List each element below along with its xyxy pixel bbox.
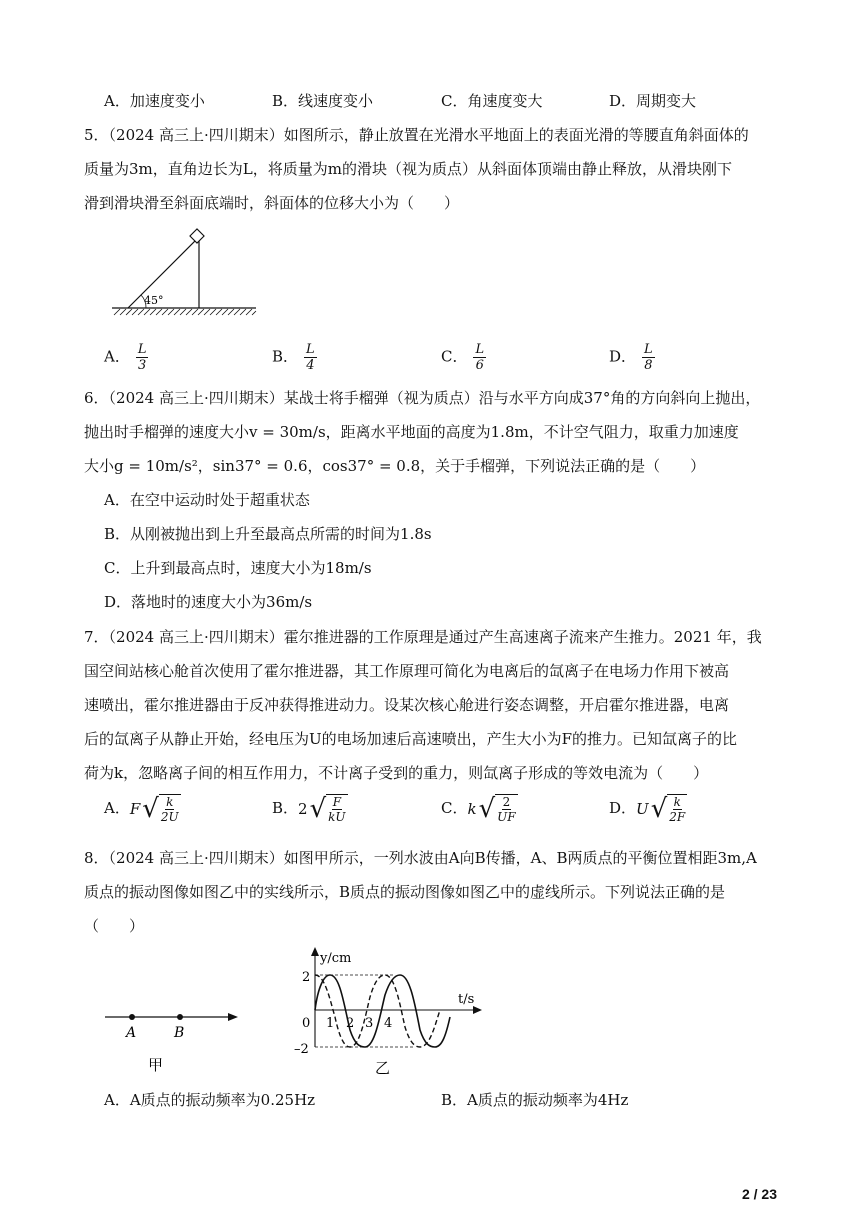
q6-option-a: A．在空中运动时处于超重状态 [104, 491, 310, 509]
y-tick-label: –2 [294, 1042, 309, 1057]
q7-stem-line: 国空间站核心舱首次使用了霍尔推进器，其工作原理可简化为电离后的氙离子在电场力作用下被高 [84, 662, 730, 680]
y-tick-label: 2 [302, 970, 311, 985]
point-b-dot [177, 1014, 183, 1020]
q6-stem-line: 抛出时手榴弹的速度大小v = 30m/s，距离水平地面的高度为1.8m，不计空气阻力，取重力加速度 [84, 423, 739, 441]
x-tick-label: 0 [302, 1016, 311, 1031]
q7-option-a: A． F √ k 2U [104, 794, 179, 824]
point-a-dot [129, 1014, 135, 1020]
incline-figure [108, 225, 258, 325]
q5-option-b: B． $\frac{L}{4}$ [272, 342, 315, 373]
q8-stem-line: 质点的振动图像如图乙中的实线所示，B质点的振动图像如图乙中的虚线所示。下列说法正确的是 [84, 883, 726, 901]
q5-stem-line: 5．（2024 高三上·四川期末）如图所示，静止放置在光滑水平地面上的表面光滑的等腰直角斜面体的 [84, 126, 749, 144]
q8-stem-line: （ ） [84, 917, 145, 935]
q7-option-c: C． k √ 2 UF [441, 794, 516, 824]
q7-stem-line: 荷为k，忽略离子间的相互作用力，不计离子受到的重力，则氙离子形成的等效电流为（ ） [84, 764, 709, 782]
q5-option-a: A． $\frac{L}{3}$ [104, 342, 147, 373]
q7-option-b: B． 2 √ F kU [272, 794, 346, 824]
q5-option-d: D． $\frac{L}{8}$ [609, 342, 653, 373]
q6-option-c: C．上升到最高点时，速度大小为18m/s [104, 559, 372, 577]
y-axis-label: y/cm [320, 951, 352, 966]
page-number: 2 / 23 [741, 1186, 777, 1202]
q5-option-c: C． $\frac{L}{6}$ [441, 342, 485, 373]
q5-stem-line: 滑到滑块滑至斜面底端时，斜面体的位移大小为（ ） [84, 194, 460, 212]
q8-stem-line: 8．（2024 高三上·四川期末）如图甲所示，一列水波由A向B传播，A、B两质点的平衡位置相距3m,A [84, 849, 757, 867]
wave-a-solid [315, 975, 450, 1047]
q4-option-b: B．线速度变小 [272, 92, 374, 110]
q4-option-c: C．角速度变大 [441, 92, 543, 110]
wave-b-dashed [315, 975, 440, 1047]
x-tick-label: 3 [365, 1016, 374, 1031]
x-axis-label: t/s [458, 992, 475, 1007]
figure-jia [100, 1000, 250, 1080]
figure-yi [280, 945, 490, 1080]
point-a-label: A [126, 1025, 137, 1041]
q7-stem-line: 速喷出，霍尔推进器由于反冲获得推进动力。设某次核心舱进行姿态调整，开启霍尔推进器，电离 [84, 696, 730, 714]
q8-option-a: A．A质点的振动频率为0.25Hz [104, 1091, 316, 1109]
point-b-label: B [174, 1025, 185, 1041]
figure-jia-caption: 甲 [148, 1056, 164, 1074]
q7-stem-line: 后的氙离子从静止开始，经电压为U的电场加速后高速喷出，产生大小为F的推力。已知氙离子的比 [84, 730, 738, 748]
q7-option-d: D． U √ k 2F [609, 794, 686, 824]
q7-stem-line: 7．（2024 高三上·四川期末）霍尔推进器的工作原理是通过产生高速离子流来产生推力。2021 年，我 [84, 628, 762, 646]
q6-option-d: D．落地时的速度大小为36m/s [104, 593, 313, 611]
q6-option-b: B．从刚被抛出到上升至最高点所需的时间为1.8s [104, 525, 432, 543]
q5-stem-line: 质量为3m，直角边长为L，将质量为m的滑块（视为质点）从斜面体顶端由静止释放，从滑块刚下 [84, 160, 732, 178]
angle-label: 45° [144, 294, 164, 307]
q6-stem-line: 6．（2024 高三上·四川期末）某战士将手榴弹（视为质点）沿与水平方向成37°角的方向斜向上抛出， [84, 389, 761, 407]
figure-yi-caption: 乙 [375, 1059, 391, 1077]
x-tick-label: 2 [346, 1016, 355, 1031]
x-tick-label: 4 [384, 1016, 393, 1031]
q6-stem-line: 大小g = 10m/s²，sin37° = 0.6，cos37° = 0.8，关于手榴弹，下列说法正确的是（ ） [84, 457, 706, 475]
q8-option-b: B．A质点的振动频率为4Hz [441, 1091, 629, 1109]
q4-option-a: A．加速度变小 [104, 92, 205, 110]
x-tick-label: 1 [326, 1016, 335, 1031]
q4-option-d: D．周期变大 [609, 92, 697, 110]
